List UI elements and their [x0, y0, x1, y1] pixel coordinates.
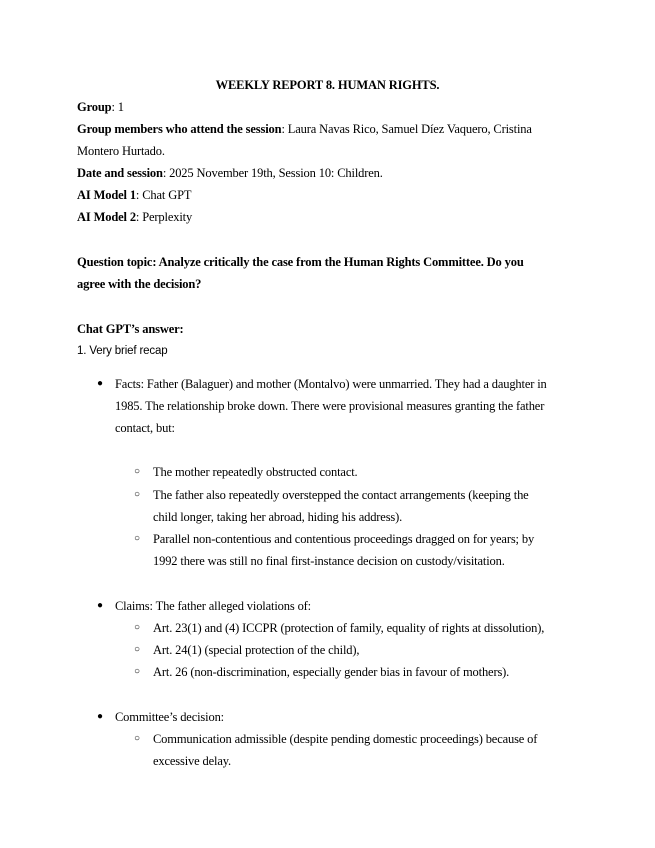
ai-model-2-line — [77, 209, 192, 225]
sub-bullet-icon: ○ — [134, 644, 141, 655]
decision-line-1: Committee’s decision: — [115, 710, 224, 724]
sub-bullet-icon: ○ — [134, 466, 141, 477]
group-value: : 1 — [111, 100, 124, 114]
claims-sub-3: Art. 26 (non-discrimination, especially gender bias in favour of mothers). — [153, 665, 510, 679]
sub-bullet-icon: ○ — [134, 733, 141, 744]
sub-bullet-icon: ○ — [134, 666, 141, 677]
facts-sub-1: The mother repeatedly obstructed contact. — [153, 465, 358, 479]
claims-sub-1: Art. 23(1) and (4) ICCPR (protection of family, equality of rights at dissolution), — [153, 621, 545, 635]
facts-sub-3-line-2: 1992 there was still no final first-instance decision on custody/visitation. — [153, 554, 505, 568]
members-line — [77, 121, 532, 137]
members-label: Group members who attend the session — [77, 122, 282, 136]
bullet-icon: ● — [97, 378, 104, 389]
facts-sub-2-line-2: child longer, taking her abroad, hiding his address). — [153, 510, 403, 524]
facts-sub-3-line-1: Parallel non-contentious and contentious proceedings dragged on for years; by — [153, 532, 535, 546]
question-line-2: agree with the decision? — [77, 277, 202, 291]
claims-sub-2: Art. 24(1) (special protection of the child), — [153, 643, 360, 657]
bullet-icon: ● — [97, 600, 104, 611]
date-session-value: : 2025 November 19th, Session 10: Children. — [162, 166, 383, 180]
decision-sub-1-line-2: excessive delay. — [153, 754, 232, 768]
facts-line-1: Facts: Father (Balaguer) and mother (Montalvo) were unmarried. They had a daughter in — [115, 377, 547, 391]
ai-model-1-label: AI Model 1 — [77, 188, 136, 202]
date-session-label: Date and session — [77, 166, 163, 180]
sub-bullet-icon: ○ — [134, 489, 141, 500]
members-value: : Laura Navas Rico, Samuel Díez Vaquero, Cristina — [281, 122, 532, 136]
ai-model-1-line — [77, 187, 191, 203]
ai-model-2-label: AI Model 2 — [77, 210, 136, 224]
chatgpt-heading: Chat GPT’s answer: — [77, 322, 184, 336]
members-line-2: Montero Hurtado. — [77, 144, 165, 158]
facts-line-2: 1985. The relationship broke down. There were provisional measures granting the father — [115, 399, 545, 413]
sub-bullet-icon: ○ — [134, 622, 141, 633]
decision-sub-1-line-1: Communication admissible (despite pending domestic proceedings) because of — [153, 732, 538, 746]
ai-model-2-value: : Perplexity — [135, 210, 193, 224]
claims-line-1: Claims: The father alleged violations of: — [115, 599, 311, 613]
recap-heading: 1. Very brief recap — [77, 345, 168, 357]
date-session-line — [77, 165, 383, 181]
facts-line-3: contact, but: — [115, 421, 175, 435]
report-title: WEEKLY REPORT 8. HUMAN RIGHTS. — [215, 78, 440, 92]
group-line — [77, 99, 124, 115]
bullet-icon: ● — [97, 711, 104, 722]
group-label: Group — [77, 100, 112, 114]
ai-model-1-value: : Chat GPT — [135, 188, 192, 202]
sub-bullet-icon: ○ — [134, 533, 141, 544]
question-line-1: Question topic: Analyze critically the case from the Human Rights Committee. Do you — [77, 255, 524, 269]
facts-sub-2-line-1: The father also repeatedly overstepped the contact arrangements (keeping the — [153, 488, 529, 502]
